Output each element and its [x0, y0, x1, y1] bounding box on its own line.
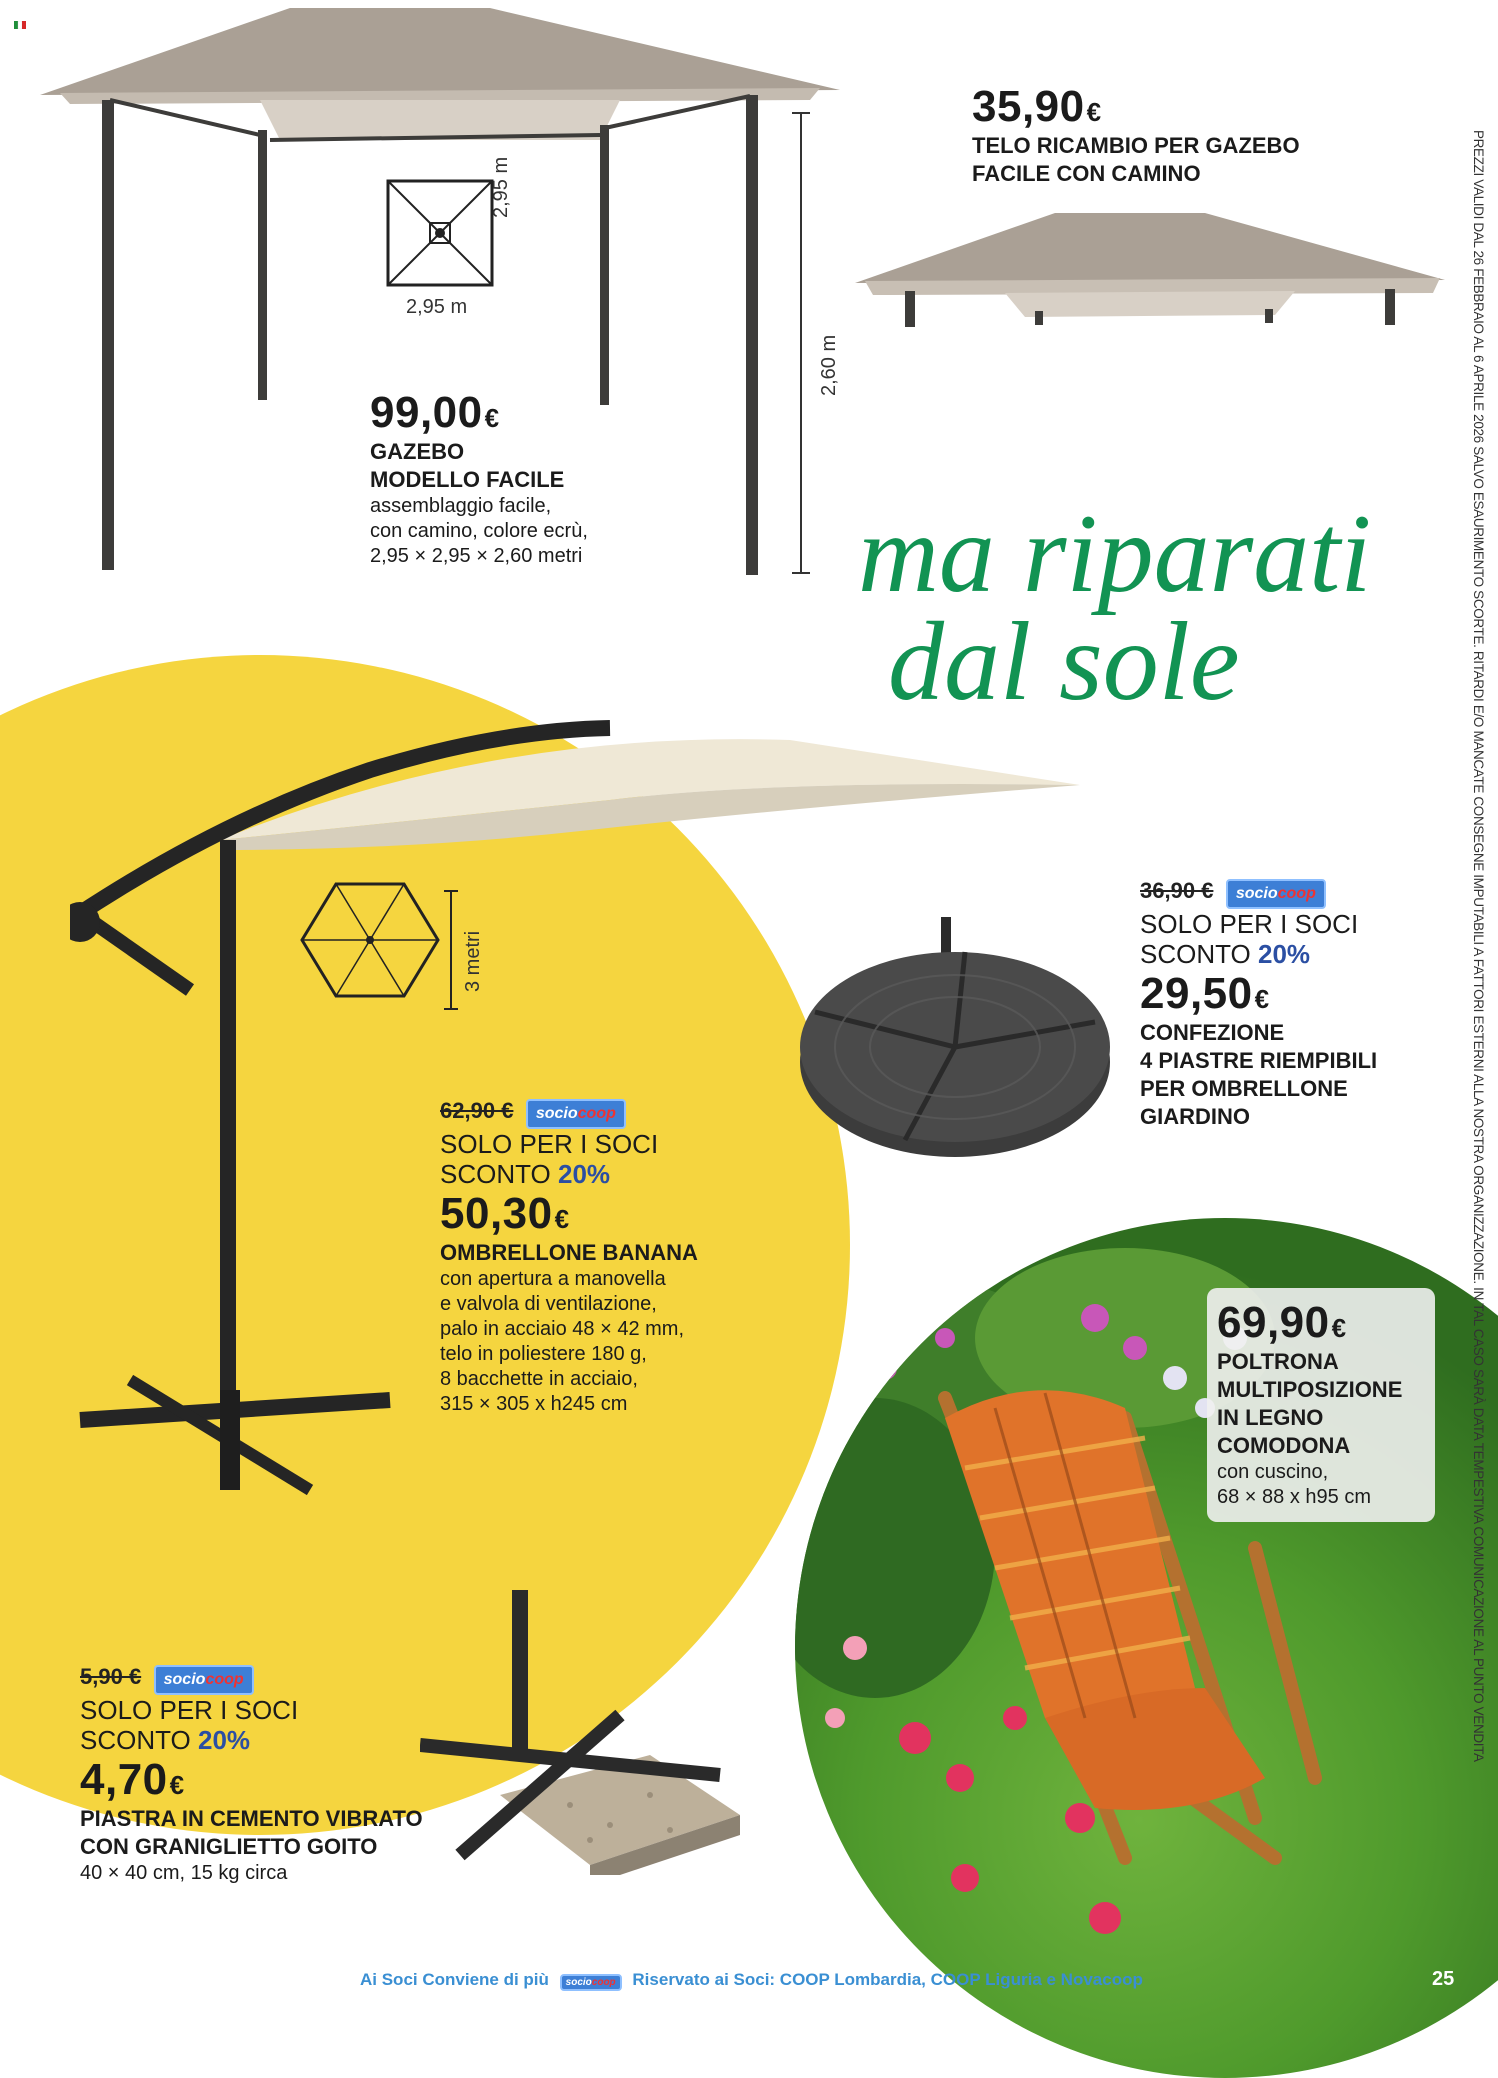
- headline: [858, 492, 1372, 724]
- telo-title: TELO RICAMBIO PER GAZEBO FACILE CON CAMINO: [972, 133, 1300, 186]
- gazebo-height-tick-bottom: [792, 572, 810, 574]
- ombrellone-old-price: 62,90 €: [440, 1098, 514, 1123]
- ombrellone-title: OMBRELLONE BANANA: [440, 1240, 698, 1265]
- piastre-price: 29,50€: [1140, 969, 1270, 1018]
- gazebo-title: GAZEBO MODELLO FACILE: [370, 439, 565, 492]
- ombrellone-dim-height: 3 metri: [462, 930, 484, 992]
- gazebo-dim-depth: 2,95 m: [490, 156, 512, 218]
- gazebo-height-line: [800, 112, 802, 572]
- ombrellone-dim-tick-top: [444, 890, 458, 892]
- gazebo-dim-width: 2,95 m: [406, 296, 468, 318]
- gazebo-description: assemblaggio facile, con camino, colore ecrù, 2,95 × 2,95 × 2,60 metri: [370, 495, 588, 567]
- piastra-info: [80, 1664, 423, 1886]
- piastre-old-price: 36,90 €: [1140, 878, 1214, 903]
- legal-side-note: PREZZI VALIDI DAL 26 FEBBRAIO AL 6 APRILE 2026 SALVO ESAURIMENTO SCORTE. RITARDI E/O MANCATE CONSEGNE IMPUTABILI A FATTORI ESTERNI ALLA NOSTRA ORGANIZZAZIONE. IN TAL CASO SARÀ DATA TEMPESTIVA COMUNICAZIONE AL PUNTO VENDITA: [1471, 130, 1486, 1762]
- gazebo-info: [370, 388, 588, 569]
- footer-right-text: Riservato ai Soci: COOP Lombardia, COOP Liguria e Novacoop: [632, 1970, 1143, 1989]
- footer-left-text: Ai Soci Conviene di più: [360, 1970, 549, 1989]
- sociocoop-badge: sociocoop: [154, 1665, 254, 1695]
- poltrona-description: con cuscino, 68 × 88 x h95 cm: [1217, 1461, 1371, 1508]
- poltrona-title: POLTRONA MULTIPOSIZIONE IN LEGNO COMODONA: [1217, 1349, 1403, 1458]
- telo-info: [972, 82, 1300, 188]
- piastra-description: 40 × 40 cm, 15 kg circa: [80, 1862, 288, 1884]
- footer-bar: [360, 1970, 1143, 1991]
- telo-image: [855, 205, 1455, 330]
- sociocoop-badge: sociocoop: [526, 1099, 626, 1129]
- headline-line1: ma riparati: [858, 492, 1372, 616]
- ombrellone-info: [440, 1098, 698, 1417]
- piastra-promo: SOLO PER I SOCI SCONTO 20%: [80, 1695, 299, 1755]
- ombrellone-price: 50,30€: [440, 1189, 570, 1238]
- piastra-price: 4,70€: [80, 1755, 185, 1804]
- sociocoop-badge: sociocoop: [560, 1974, 622, 1991]
- ombrellone-dim-tick-bottom: [444, 1008, 458, 1010]
- gazebo-footprint-diagram: [385, 178, 495, 288]
- telo-price: 35,90€: [972, 82, 1102, 131]
- sociocoop-badge: sociocoop: [1226, 879, 1326, 909]
- italian-flag-icon: [14, 16, 26, 24]
- piastre-image: [795, 912, 1115, 1172]
- piastre-info: [1140, 878, 1377, 1131]
- piastra-image: [420, 1585, 740, 1875]
- ombrellone-hexagon-diagram: [300, 880, 440, 1000]
- gazebo-dim-height: 2,60 m: [818, 334, 840, 396]
- gazebo-price: 99,00€: [370, 388, 500, 437]
- poltrona-info: [1207, 1288, 1435, 1522]
- piastre-title: CONFEZIONE 4 PIASTRE RIEMPIBILI PER OMBRELLONE GIARDINO: [1140, 1020, 1378, 1129]
- piastra-old-price: 5,90 €: [80, 1664, 142, 1689]
- ombrellone-description: con apertura a manovella e valvola di ventilazione, palo in acciaio 48 × 42 mm, telo in poliestere 180 g, 8 bacchette in acciaio, 315 × 305 x h245 cm: [440, 1268, 685, 1415]
- ombrellone-promo: SOLO PER I SOCI SCONTO 20%: [440, 1129, 659, 1189]
- ombrellone-dim-line: [450, 890, 452, 1010]
- piastra-title: PIASTRA IN CEMENTO VIBRATO CON GRANIGLIETTO GOITO: [80, 1806, 423, 1859]
- page-number: 25: [1432, 1968, 1455, 1990]
- headline-line2: dal sole: [888, 600, 1240, 724]
- gazebo-height-tick-top: [792, 112, 810, 114]
- piastre-promo: SOLO PER I SOCI SCONTO 20%: [1140, 909, 1359, 969]
- poltrona-price: 69,90€: [1217, 1298, 1347, 1347]
